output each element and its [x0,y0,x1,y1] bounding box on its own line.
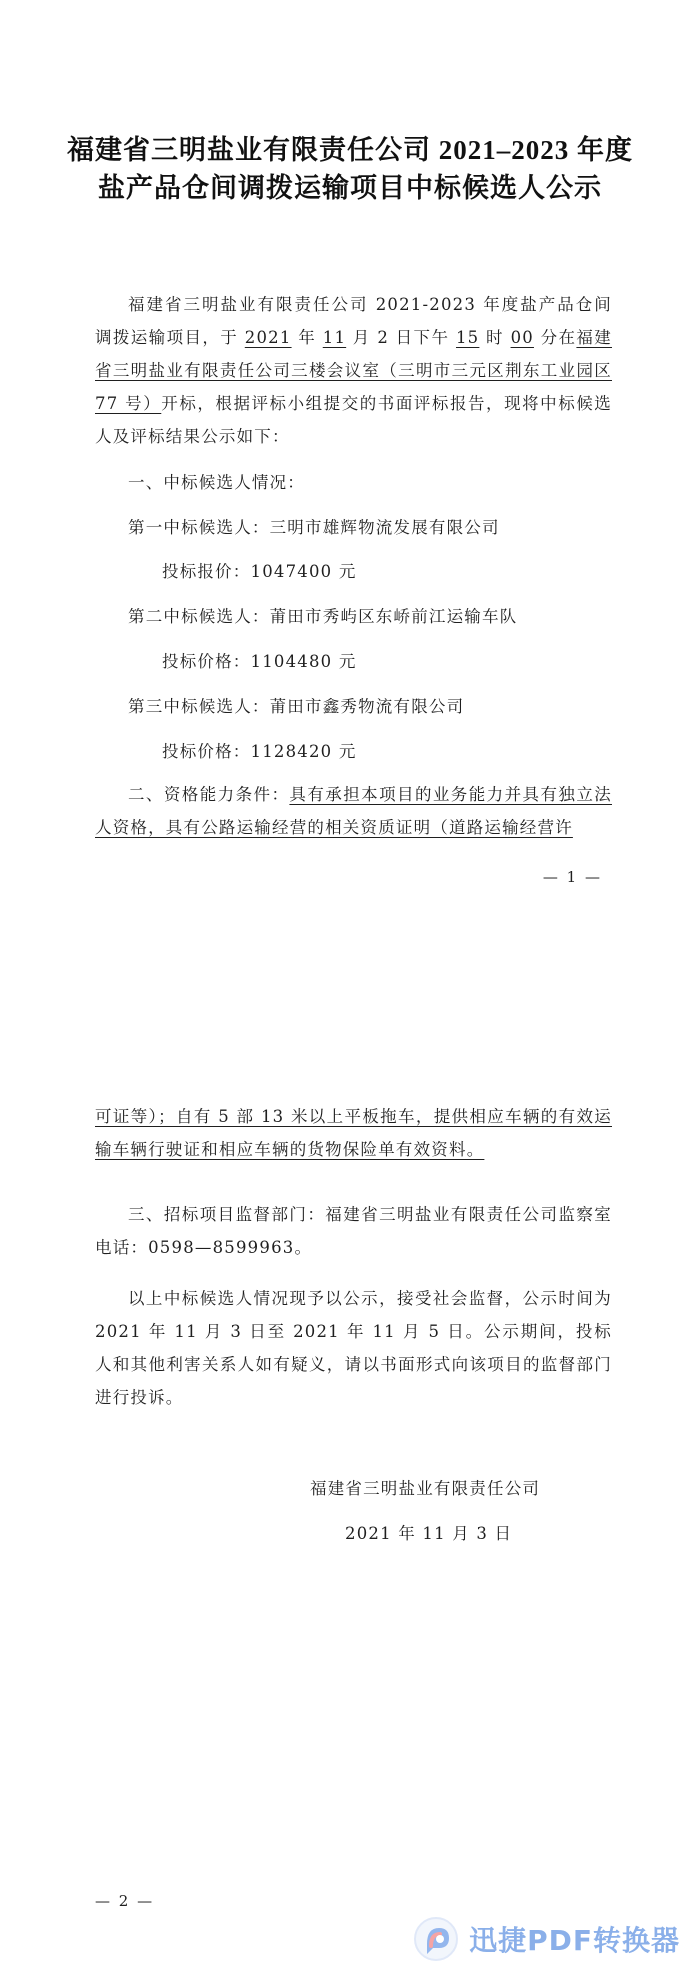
candidate-3: 第三中标候选人：莆田市鑫秀物流有限公司 [128,697,465,716]
page-gap [0,950,700,1100]
section-2-label: 二、资格能力条件： [128,785,290,804]
section-1-heading: 一、中标候选人情况： [128,473,305,492]
bid-opening-year: 2021 [244,328,292,347]
section-2-paragraph-continued [95,1100,612,1166]
qualification-requirements-continued: 可证等）；自有 5 部 13 米以上平板拖车，提供相应车辆的有效运输车辆行驶证和相应车辆的货物保险单有效资料。 [95,1107,612,1159]
signature-date: 2021 年 11 月 3 日 [345,1524,513,1543]
document-page-2 [0,1100,700,1980]
bid-opening-month: 11 [322,328,347,347]
converter-watermark [413,1916,680,1962]
bid-opening-hour: 15 [455,328,480,347]
section-3-supervision: 三、招标项目监督部门：福建省三明盐业有限责任公司监察室 电话：0598—8599963。 [95,1205,630,1257]
document-page-1 [0,0,700,950]
candidate-1-price: 投标报价：1047400 元 [162,562,357,581]
bid-opening-venue: 福建省三明盐业有限责任公司三楼会议室（三明市三元区荆东工业园区 77 号） [95,328,612,413]
section-2-paragraph-start [95,778,612,844]
document-title-line-2: 盐产品仓间调拨运输项目中标候选人公示 [98,173,602,203]
page-number-1: — 1 — [542,868,602,886]
closing-paragraph: 以上中标候选人情况现予以公示，接受社会监督，公示时间为 2021 年 11 月 3 日至 2021 年 11 月 5 日。公示期间，投标人和其他利害关系人如有疑义，请以书面形式向该项目的监督部门进行投诉。 [95,1289,612,1407]
candidate-2: 第二中标候选人：莆田市秀屿区东峤前江运输车队 [128,607,518,626]
signature-organization: 福建省三明盐业有限责任公司 [310,1479,541,1498]
watermark-text: 迅捷PDF转换器 [469,1924,680,1957]
document-title-line-1: 福建省三明盐业有限责任公司 2021–2023 年度 [67,135,633,165]
bid-opening-minute: 00 [510,328,534,347]
qualification-requirements: 具有承担本项目的业务能力并具有独立法人资格，具有公路运输经营的相关资质证明（道路运输经营许 [95,785,612,837]
candidate-2-price: 投标价格：1104480 元 [162,652,357,671]
candidate-1: 第一中标候选人：三明市雄辉物流发展有限公司 [128,518,500,537]
page-number-2: — 2 — [95,1892,155,1910]
pdf-converter-logo-icon [413,1916,459,1962]
candidate-3-price: 投标价格：1128420 元 [162,742,357,761]
intro-paragraph: 福建省三明盐业有限责任公司 2021-2023 年度盐产品仓间调拨运输项目，于 2021 年 11 月 2 日下午 15 时 00 分在福建省三明盐业有限责任公司三楼会议室（三明市三元区荆东工业园区 77 号）开标，根据评标小组提交的书面评标报告，现将中标候选人及评标结果公示如下： [95,295,613,446]
